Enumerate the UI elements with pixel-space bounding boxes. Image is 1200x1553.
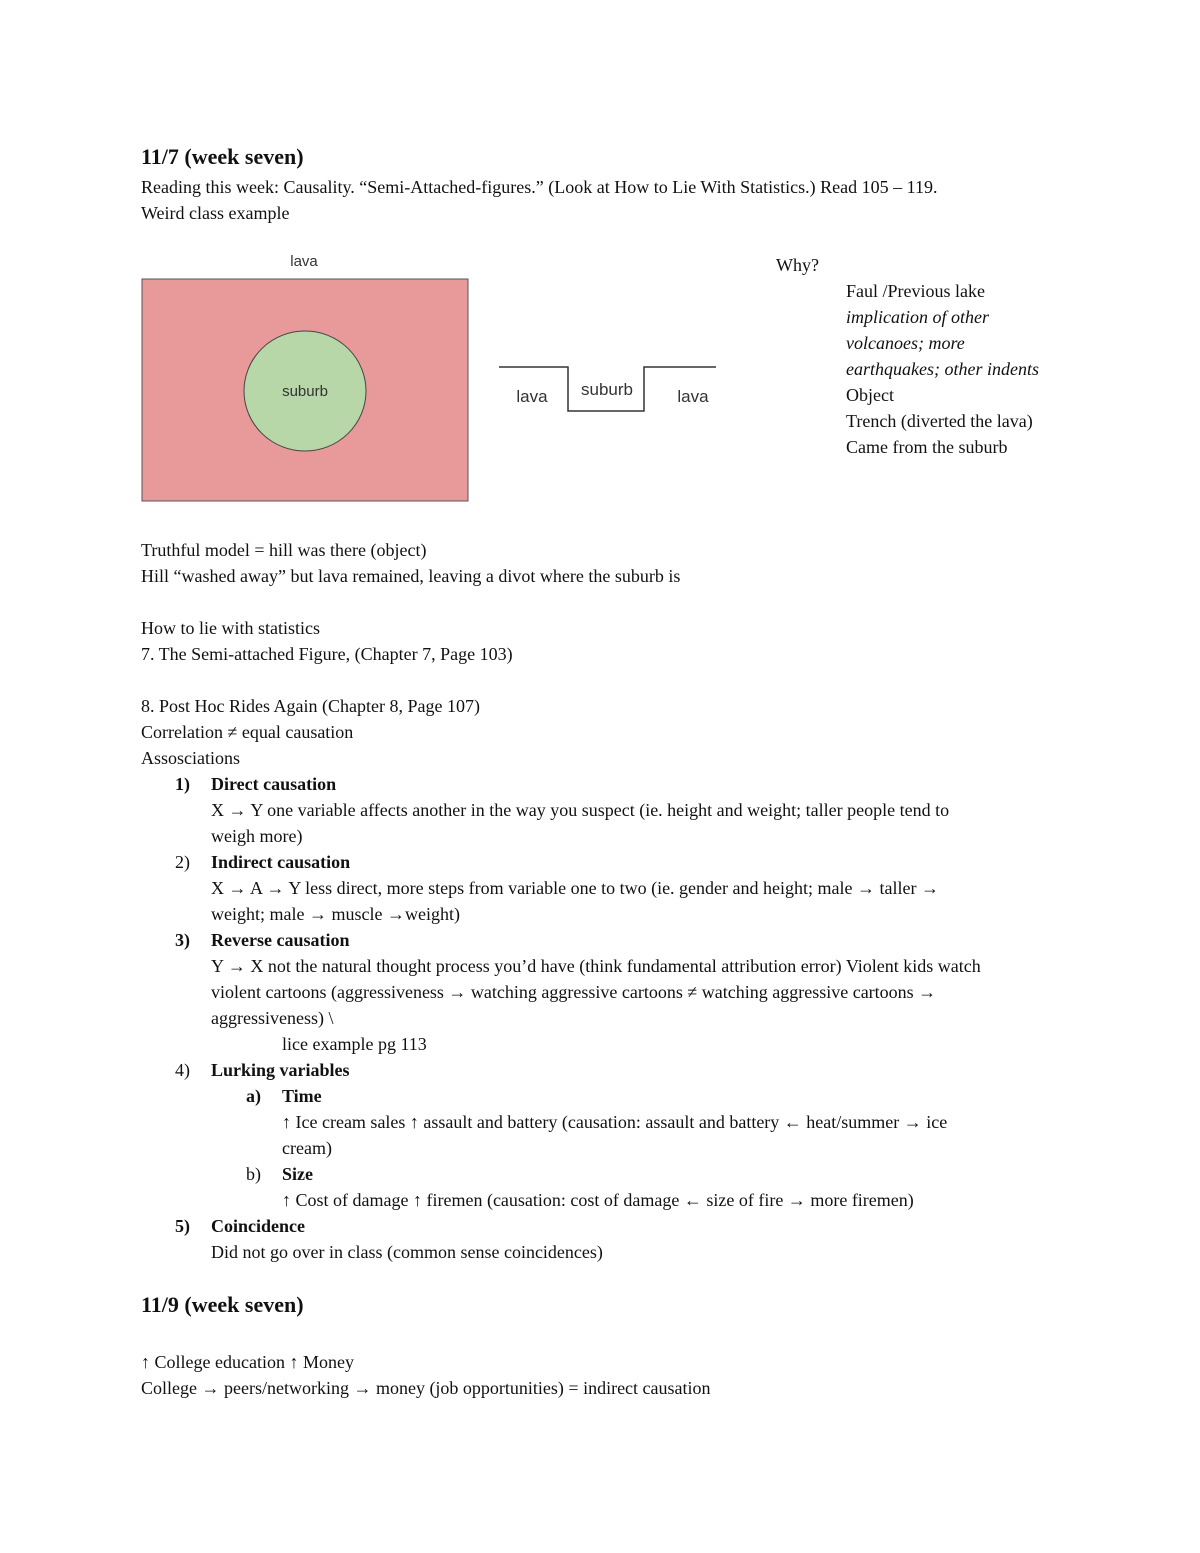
- list-item-title: Reverse causation: [211, 930, 350, 950]
- heading-week-seven: 11/7 (week seven): [141, 144, 304, 169]
- list-item-title: Lurking variables: [211, 1060, 350, 1080]
- sublist-letter: a): [246, 1086, 261, 1106]
- sublist-letter: b): [246, 1164, 261, 1184]
- why-item: Object: [846, 385, 894, 405]
- why-item: implication of other: [846, 307, 989, 327]
- lava-suburb-diagram: [130, 245, 730, 515]
- list-item-title: Indirect causation: [211, 852, 351, 872]
- list-item-text: violent cartoons (aggressiveness → watching aggressive cartoons ≠ watching aggressive cartoons →: [211, 982, 937, 1002]
- reading-line: Reading this week: Causality. “Semi-Attached-figures.” (Look at How to Lie With Statistics.) Read 105 – 119.: [141, 177, 938, 197]
- list-item-text: weight; male → muscle →weight): [211, 904, 460, 924]
- list-item-text: Did not go over in class (common sense coincidences): [211, 1242, 603, 1262]
- why-item: volcanoes; more: [846, 333, 965, 353]
- truthful-model: Truthful model = hill was there (object): [141, 540, 427, 560]
- why-item: Came from the suburb: [846, 437, 1008, 457]
- cross-lava-right-label: lava: [677, 387, 709, 406]
- why-item: earthquakes; other indents: [846, 359, 1039, 379]
- list-item-text: X → Y one variable affects another in the way you suspect (ie. height and weight; taller people tend to: [211, 800, 950, 820]
- why-item: Trench (diverted the lava): [846, 411, 1033, 431]
- cross-lava-left-label: lava: [516, 387, 548, 406]
- why-title: Why?: [776, 255, 819, 275]
- lava-top-label: lava: [290, 253, 318, 270]
- list-item-text: X → A → Y less direct, more steps from variable one to two (ie. gender and height; male → taller →: [211, 878, 939, 898]
- list-number: 3): [175, 930, 190, 950]
- suburb-label: suburb: [282, 383, 328, 400]
- list-number: 2): [175, 852, 190, 872]
- list-item-title: Direct causation: [211, 774, 337, 794]
- weird-example-line: Weird class example: [141, 203, 290, 223]
- college-line-2: College → peers/networking → money (job opportunities) = indirect causation: [141, 1378, 711, 1398]
- list-number: 5): [175, 1216, 190, 1236]
- college-line-1: ↑ College education ↑ Money: [141, 1352, 354, 1372]
- sublist-title: Time: [282, 1086, 322, 1106]
- list-number: 4): [175, 1060, 190, 1080]
- sublist-text: ↑ Ice cream sales ↑ assault and battery (causation: assault and battery ← heat/summer → ice: [282, 1112, 948, 1132]
- post-hoc: 8. Post Hoc Rides Again (Chapter 8, Page 107): [141, 696, 480, 716]
- list-item-title: Coincidence: [211, 1216, 305, 1236]
- list-item-text: aggressiveness) \: [211, 1008, 334, 1028]
- sublist-text: cream): [282, 1138, 332, 1158]
- why-item: Faul /Previous lake: [846, 281, 985, 301]
- cross-suburb-label: suburb: [581, 380, 633, 399]
- list-item-text: Y → X not the natural thought process you’d have (think fundamental attribution error) Violent kids watch: [211, 956, 981, 976]
- heading-week-seven-2: 11/9 (week seven): [141, 1292, 304, 1317]
- how-to-lie: How to lie with statistics: [141, 618, 320, 638]
- sublist-text: ↑ Cost of damage ↑ firemen (causation: cost of damage ← size of fire → more firemen): [282, 1190, 914, 1210]
- sublist-title: Size: [282, 1164, 313, 1184]
- hill-washed-away: Hill “washed away” but lava remained, leaving a divot where the suburb is: [141, 566, 681, 586]
- associations-line: Assosciations: [141, 748, 240, 768]
- list-item-text: weigh more): [211, 826, 303, 846]
- list-item-text: lice example pg 113: [282, 1034, 427, 1054]
- semi-attached-figure: 7. The Semi-attached Figure, (Chapter 7, Page 103): [141, 644, 513, 664]
- list-number: 1): [175, 774, 190, 794]
- correlation-line: Correlation ≠ equal causation: [141, 722, 354, 742]
